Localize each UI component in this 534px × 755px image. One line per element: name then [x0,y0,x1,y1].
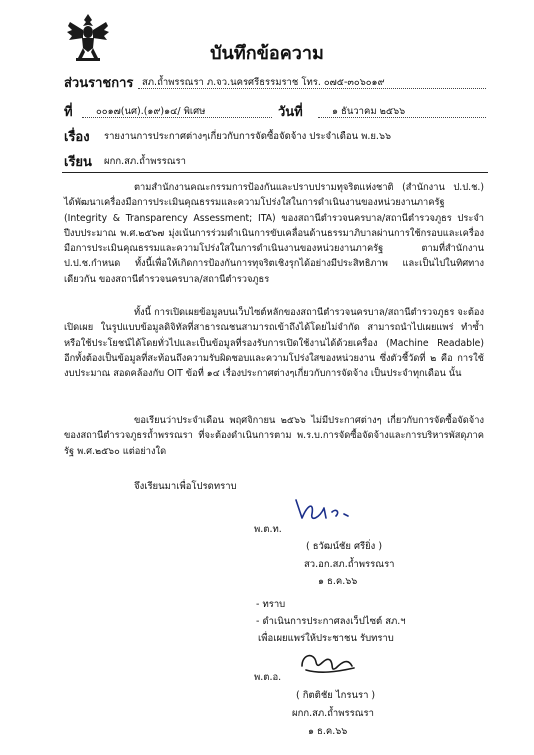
signature-1-handwriting [290,494,360,528]
memo-title: บันทึกข้อความ [210,43,324,64]
date-value: ๑ ธันวาคม ๒๕๖๖ [332,106,406,117]
note-line-3: เพื่อเผยแพร่ให้ประชาชน รับทราบ [258,633,394,644]
signature-1-date: ๑ ธ.ค.๖๖ [318,576,358,587]
body-paragraph-2: ทั้งนี้ การเปิดเผยข้อมูลบนเว็บไซต์หลักของสถานีตำรวจนครบาล/สถานีตำรวจภูธร จะต้องเปิดเผย ในรูปแบบข้อมูลดิจิทัลที่สาธารณชนสามารถเข้าถึงได้โดยไม่จำกัด สามารถนำไปเผยแพร่ ทำซ้ำ หรือใช้ประโยชน์ได้โดยทั่วไปและเป็นข้อมูลที่รองรับการเปิดใช้งานได้ด้วยเครื่อง (Machine Readable) อีกทั้งต้องเป็นข้อมูลที่สะท้อนถึงความรับผิดชอบและความโปร่งใสของหน่วยงาน ซึ่งตัวชี้วัดที่ ๒ คือ การใช้งบประมาณ สอดคล้องกับ OIT ข้อที่ ๑๔ เรื่องประกาศต่างๆเกี่ยวกับการจัดจ้าง เป็นประจำทุกเดือน นั้น [64,307,484,380]
signature-2-rank: พ.ต.อ. [254,672,282,683]
to-label: เรียน [64,155,92,170]
ref-label: ที่ [64,105,73,120]
date-dotline [318,117,486,118]
subject-label: เรื่อง [64,130,90,145]
signature-2-name: ( กิตติชัย ไกรนรา ) [296,690,376,701]
org-value: สภ.ถ้ำพรรณรา ภ.จว.นครศรีธรรมราช โทร. ๐๗๕-๓๐๖๐๑๙ [142,77,385,88]
note-line-1: - ทราบ [256,599,286,610]
signature-2-date: ๑ ธ.ค.๖๖ [308,726,348,737]
ref-dotline [82,117,272,118]
to-value: ผกก.สภ.ถ้ำพรรณรา [104,156,186,167]
org-dotline [138,88,486,89]
body-paragraph-3: ขอเรียนว่าประจำเดือน พฤศจิกายน ๒๕๖๖ ไม่มีประกาศต่างๆ เกี่ยวกับการจัดซื้อจัดจ้าง ของสถานีตำรวจภูธรถ้ำพรรณรา ที่จะต้องดำเนินการตาม พ.ร.บ.การจัดซื้อจัดจ้างและการบริหารพัสดุภาครัฐ พ.ศ.๒๕๖๐ แต่อย่างใด [64,415,484,457]
signature-1-position: สว.อก.สภ.ถ้ำพรรณรา [304,559,395,570]
ref-value: ๐๐๑๗(นศ).(๑๙)๑๔/ พิเศษ [96,106,206,117]
signature-1-name: ( ธวัฒน์ชัย ศรียิ่ง ) [306,541,383,552]
body-paragraph-1: ตามสำนักงานคณะกรรมการป้องกันและปราบปรามทุจริตแห่งชาติ (สำนักงาน ป.ป.ช.) ได้พัฒนาเครื่องมือการประเมินคุณธรรมและความโปร่งใสในการดำเนินงานของหน่วยงานภาครัฐ (Integrity & Transparency Assessment; ITA) ของสถานีตำรวจนครบาล/สถานีตำรวจภูธร ประจำปีงบประมาณ พ.ศ.๒๕๖๗ มุ่งเน้นการร่วมดำเนินการขับเคลื่อนด้านธรรมาภิบาลผ่านการใช้กรอบและเครื่องมือการประเมินคุณธรรมและความโปร่งใสในการดำเนินงานของหน่วยงานภาครัฐ ตามที่สำนักงาน ป.ป.ช.กำหนด ทั้งนี้เพื่อให้เกิดการป้องกันการทุจริตเชิงรุกได้อย่างมีประสิทธิภาพ และเป็นไปในทิศทางเดียวกัน ของสถานีตำรวจนครบาล/สถานีตำรวจภูธร [64,182,484,285]
date-label: วันที่ [278,105,303,120]
signature-1-rank: พ.ต.ท. [254,524,282,535]
note-line-2: - ดำเนินการประกาศลงเว็ปไซต์ สภ.ฯ [256,616,406,627]
subject-value: รายงานการประกาศต่างๆเกี่ยวกับการจัดซื้อจัดจ้าง ประจำเดือน พ.ย.๖๖ [104,131,392,142]
signature-2-position: ผกก.สภ.ถ้ำพรรณรา [292,708,374,719]
signature-2-handwriting [296,648,360,678]
header-divider [62,172,488,173]
org-label: ส่วนราชการ [64,76,134,91]
closing-line: จึงเรียนมาเพื่อโปรดทราบ [134,481,237,492]
